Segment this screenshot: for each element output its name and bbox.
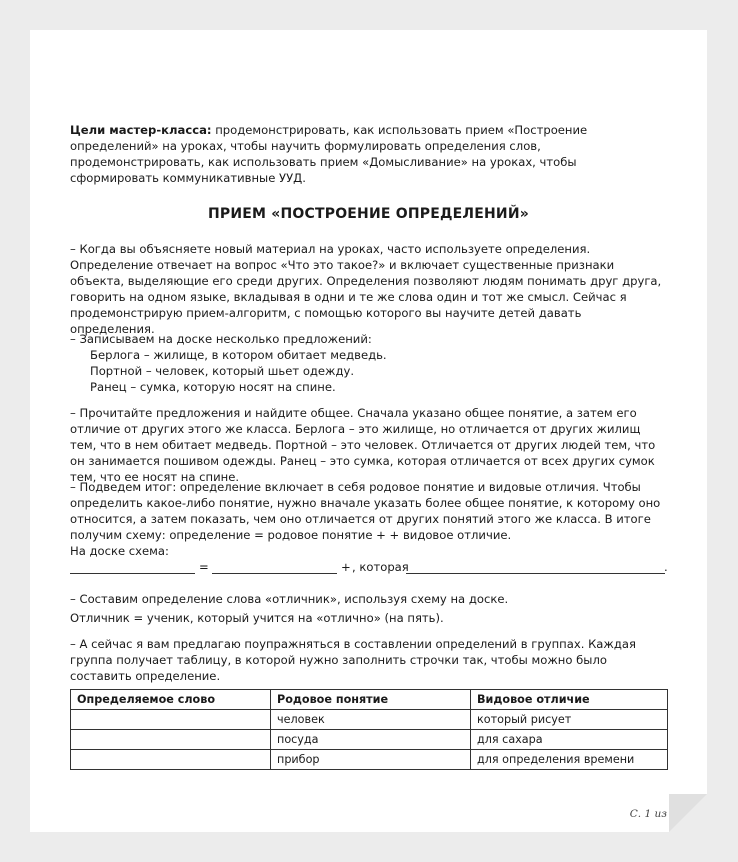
- page-corner-fold: [669, 794, 707, 832]
- example-paragraph: [70, 591, 667, 626]
- board-examples: [70, 331, 667, 395]
- column-header: Определяемое слово: [71, 690, 271, 710]
- table-row: [71, 710, 668, 730]
- column-header: Видовое отличие: [471, 690, 668, 710]
- goals-paragraph: [70, 122, 667, 186]
- example-line: Ранец – сумка, которую носят на спине.: [90, 380, 336, 394]
- table-cell-genus: посуда: [271, 730, 471, 750]
- scheme-blank-genus: [212, 560, 337, 574]
- scheme-equals: =: [199, 560, 209, 574]
- board-intro: – Записываем на доске несколько предложений:: [70, 332, 372, 346]
- table-row: [71, 750, 668, 770]
- example-task: – Составим определение слова «отличник», используя схему на доске.: [70, 592, 509, 606]
- board-scheme-label: На доске схема:: [70, 544, 169, 558]
- intro-paragraph: [70, 241, 667, 337]
- example-answer: Отличник = ученик, который учится на «отлично» (на пять).: [70, 611, 444, 625]
- section-title: ПРИЕМ «ПОСТРОЕНИЕ ОПРЕДЕЛЕНИЙ»: [207, 206, 529, 222]
- definition-scheme: [70, 560, 667, 578]
- scheme-which: , которая: [352, 560, 409, 574]
- table-header-row: [71, 690, 668, 710]
- table-cell-difference: для сахара: [471, 730, 668, 750]
- document-page: [30, 30, 707, 832]
- example-line: Берлога – жилище, в котором обитает медведь.: [90, 348, 387, 362]
- scheme-plus: +: [341, 560, 351, 574]
- example-line: Портной – человек, который шьет одежду.: [90, 364, 355, 378]
- table-cell-difference: для определения времени: [471, 750, 668, 770]
- scheme-blank-difference: [406, 560, 665, 574]
- analysis-paragraph: [70, 405, 667, 485]
- table-cell-genus: человек: [271, 710, 471, 730]
- page-number: С. 1 из 2: [629, 808, 677, 820]
- intro-text: – Когда вы объясняете новый материал на уроках, часто используете определения. Определение отвечает на вопрос «Что это такое?» и включает существенные признаки объекта, выделяющие его среди других. Определения позволяют людям понимать друг друга, говорить на одном языке, вкладывая в одни и те же слова один и тот же смысл. Сейчас я продемонстрирую прием-алгоритм, с помощью которого вы научите детей давать определения.: [70, 242, 662, 336]
- summary-paragraph: [70, 479, 667, 559]
- column-header: Родовое понятие: [271, 690, 471, 710]
- scheme-end: .: [664, 560, 668, 574]
- table-cell-genus: прибор: [271, 750, 471, 770]
- scheme-blank-word: [70, 560, 195, 574]
- table-cell-word: [71, 710, 271, 730]
- group-task-paragraph: [70, 636, 667, 684]
- table-cell-word: [71, 730, 271, 750]
- table-cell-word: [71, 750, 271, 770]
- goals-text: продемонстрировать, как использовать прием «Построение определений» на уроках, чтобы научить формулировать определения слов, продемонстрировать, как использовать прием «Домысливание» на уроках, чтобы сформировать коммуникативные УУД.: [70, 123, 588, 185]
- table-cell-difference: который рисует: [471, 710, 668, 730]
- definitions-table: [70, 689, 668, 770]
- summary-text: – Подведем итог: определение включает в себя родовое понятие и видовые отличия. Чтобы определить какое-либо понятие, нужно вначале указать более общее понятие, к которому оно относится, а затем показать, чем оно отличается от других понятий этого же класса. В итоге получим схему: определение = родовое понятие + + видовое отличие.: [70, 480, 661, 542]
- analysis-text: – Прочитайте предложения и найдите общее. Сначала указано общее понятие, а затем его отличие от других этого же класса. Берлога – это жилище, но отличается от других жилищ тем, что в нем обитает медведь. Портной – это человек. Отличается от других людей тем, что он занимается пошивом одежды. Ранец – это сумка, которая отличается от всех других сумок тем, что ее носят на спине.: [70, 406, 656, 484]
- table-row: [71, 730, 668, 750]
- goals-label: Цели мастер-класса:: [70, 123, 212, 137]
- group-task-text: – А сейчас я вам предлагаю поупражняться в составлении определений в группах. Каждая группа получает таблицу, в которой нужно заполнить строчки так, чтобы можно было составить определение.: [70, 637, 636, 683]
